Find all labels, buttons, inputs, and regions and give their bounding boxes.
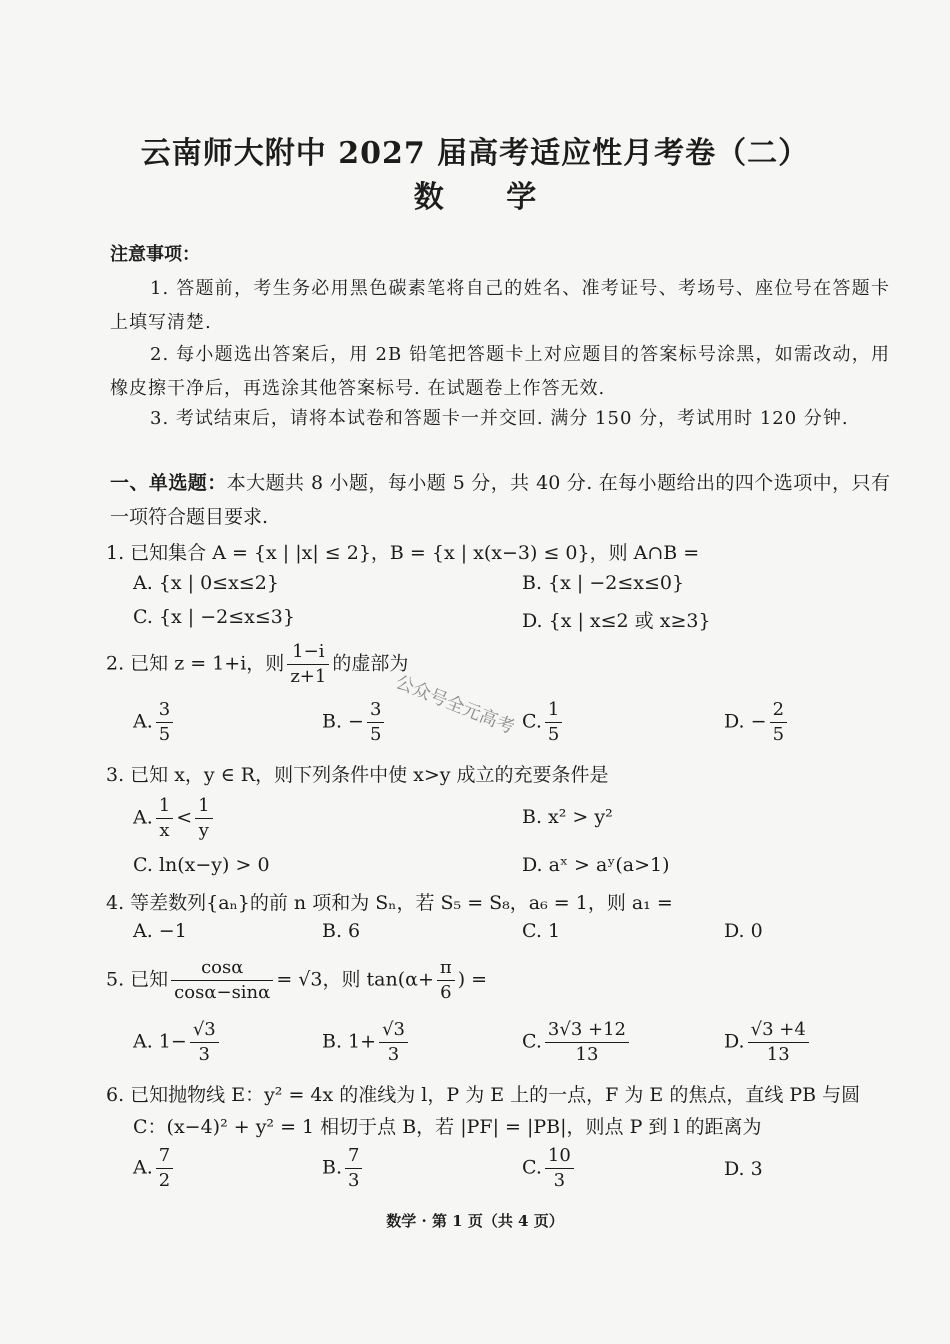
q3-a-lt: < xyxy=(176,806,193,829)
q2-a-den: 5 xyxy=(158,724,171,745)
watermark: 公众号全元高考 xyxy=(392,671,518,739)
q2-a-frac xyxy=(156,698,173,747)
q3-option-d: D. aˣ > aʸ(a>1) xyxy=(522,854,670,876)
q6-b-den: 3 xyxy=(348,1170,360,1191)
q2-option-d xyxy=(724,698,790,747)
q2-c-num: 1 xyxy=(545,698,562,723)
q5-pi-frac xyxy=(437,956,455,1005)
q6-c-num: 10 xyxy=(545,1144,574,1169)
subject-title: 数 学 xyxy=(413,180,563,215)
question-4-stem: 4. 等差数列{aₙ}的前 n 项和为 Sₙ，若 S₅ = S₈，a₆ = 1，则 a₁ = xyxy=(106,892,673,914)
q2-option-a xyxy=(133,698,176,747)
section-label: 一、单选题： xyxy=(110,472,227,494)
q3-a-num-1: 1 xyxy=(156,794,173,819)
q2-d-label: D. − xyxy=(724,710,767,733)
question-6-line-1: 6. 已知抛物线 E：y² = 4x 的准线为 l，P 为 E 上的一点，F 为 E 的焦点，直线 PB 与圆 xyxy=(106,1084,861,1106)
q5-d-label: D. xyxy=(724,1030,745,1053)
q6-option-c xyxy=(522,1144,577,1193)
q2-stem-post: 的虚部为 xyxy=(332,652,409,675)
q5-option-b xyxy=(322,1018,411,1067)
q1-option-d: D. {x | x≤2 或 x≥3} xyxy=(522,610,711,632)
notice-heading: 注意事项： xyxy=(110,244,200,265)
q1-option-b: B. {x | −2≤x≤0} xyxy=(522,572,685,594)
q2-fraction xyxy=(287,640,329,689)
q5-frac-den: cosα−sinα xyxy=(174,982,271,1003)
q4-option-a: A. −1 xyxy=(133,920,187,942)
q1-option-a: A. {x | 0≤x≤2} xyxy=(133,572,279,594)
q6-b-num: 7 xyxy=(345,1144,362,1169)
section-text: 本大题共 8 小题，每小题 5 分，共 40 分. 在每小题给出的四个选项中，只有一项符合题目要求. xyxy=(110,472,890,528)
q3-a-den-2: y xyxy=(198,820,209,841)
section-heading xyxy=(110,466,890,534)
q5-b-label: B. 1+ xyxy=(322,1030,377,1053)
q6-option-d: D. 3 xyxy=(724,1158,763,1180)
q2-b-den: 5 xyxy=(369,724,382,745)
q5-option-c xyxy=(522,1018,632,1067)
q4-option-b: B. 6 xyxy=(322,920,361,942)
q5-stem-pre: 5. 已知 xyxy=(106,968,169,991)
q5-paren-pre: (α+ xyxy=(397,968,434,991)
q6-b-label: B. xyxy=(322,1156,343,1179)
q3-option-a xyxy=(133,794,216,843)
q2-option-c xyxy=(522,698,565,747)
q2-c-label: C. xyxy=(522,710,542,733)
q5-fraction xyxy=(171,956,273,1005)
notice-item-3: 3. 考试结束后，请将本试卷和答题卡一并交回. 满分 150 分，考试用时 120 分钟. xyxy=(150,408,849,429)
q6-c-label: C. xyxy=(522,1156,542,1179)
q3-a-label: A. xyxy=(133,806,153,829)
q3-a-num-2: 1 xyxy=(195,794,212,819)
q5-stem-mid: = √3，则 tan xyxy=(276,968,398,991)
q3-a-frac-1 xyxy=(156,794,173,843)
q5-b-frac xyxy=(379,1018,408,1067)
q6-b-frac xyxy=(345,1144,362,1193)
q5-d-den: 13 xyxy=(766,1044,790,1065)
q5-b-num: √3 xyxy=(379,1018,408,1043)
q2-d-frac xyxy=(770,698,787,747)
q5-a-label: A. 1− xyxy=(133,1030,187,1053)
question-6-line-2: C：(x−4)² + y² = 1 相切于点 B，若 |PF| = |PB|，则点 P 到 l 的距离为 xyxy=(133,1116,762,1138)
q5-b-den: 3 xyxy=(387,1044,400,1065)
q2-a-num: 3 xyxy=(156,698,173,723)
q2-d-den: 5 xyxy=(772,724,785,745)
q5-c-frac xyxy=(545,1018,629,1067)
q2-c-den: 5 xyxy=(547,724,560,745)
q5-d-num: √3 +4 xyxy=(748,1018,809,1043)
q2-a-label: A. xyxy=(133,710,153,733)
question-1-stem: 1. 已知集合 A = {x | |x| ≤ 2}，B = {x | x(x−3) ≤ 0}，则 A∩B = xyxy=(106,542,700,564)
q6-a-den: 2 xyxy=(158,1170,171,1191)
q5-c-label: C. xyxy=(522,1030,542,1053)
q2-stem-pre: 2. 已知 z = 1+i，则 xyxy=(106,652,285,675)
q5-a-num: √3 xyxy=(190,1018,219,1043)
q5-c-num: 3√3 +12 xyxy=(545,1018,629,1043)
q1-option-c: C. {x | −2≤x≤3} xyxy=(133,606,295,628)
q3-a-den-1: x xyxy=(159,820,170,841)
q4-option-c: C. 1 xyxy=(522,920,561,942)
q6-option-b xyxy=(322,1144,365,1193)
question-2-stem xyxy=(106,640,408,689)
q2-frac-num: 1−i xyxy=(287,640,329,665)
q6-a-label: A. xyxy=(133,1156,153,1179)
q5-option-d xyxy=(724,1018,812,1067)
q2-b-label: B. − xyxy=(322,710,364,733)
q6-a-num: 7 xyxy=(156,1144,173,1169)
q2-frac-den: z+1 xyxy=(290,666,327,687)
q4-option-d: D. 0 xyxy=(724,920,763,942)
question-3-stem: 3. 已知 x，y ∈ R，则下列条件中使 x>y 成立的充要条件是 xyxy=(106,764,609,786)
q3-a-frac-2 xyxy=(195,794,212,843)
question-5-stem xyxy=(106,956,487,1005)
q6-option-a xyxy=(133,1144,176,1193)
q5-frac-num: cosα xyxy=(171,956,273,981)
q6-c-den: 3 xyxy=(553,1170,566,1191)
q5-option-a xyxy=(133,1018,222,1067)
q3-option-b: B. x² > y² xyxy=(522,806,613,828)
q6-a-frac xyxy=(156,1144,173,1193)
q2-option-b xyxy=(322,698,387,747)
q5-a-den: 3 xyxy=(198,1044,210,1065)
q5-a-frac xyxy=(190,1018,219,1067)
q5-paren-post: ) = xyxy=(457,968,488,991)
q2-b-num: 3 xyxy=(367,698,384,723)
q5-d-frac xyxy=(748,1018,809,1067)
page-footer: 数学 · 第 1 页（共 4 页） xyxy=(386,1212,564,1230)
q3-option-c: C. ln(x−y) > 0 xyxy=(133,854,270,876)
q2-b-frac xyxy=(367,698,384,747)
notice-item-2: 2. 每小题选出答案后，用 2B 铅笔把答题卡上对应题目的答案标号涂黑，如需改动，用橡皮擦干净后，再选涂其他答案标号. 在试题卷上作答无效. xyxy=(110,344,890,399)
q5-pi-den: 6 xyxy=(440,982,452,1003)
q5-pi-num: π xyxy=(437,956,455,981)
exam-title: 云南师大附中 2027 届高考适应性月考卷（二） xyxy=(140,136,810,171)
q2-c-frac xyxy=(545,698,562,747)
q5-c-den: 13 xyxy=(575,1044,599,1065)
q6-c-frac xyxy=(545,1144,574,1193)
q2-d-num: 2 xyxy=(770,698,787,723)
notice-item-1: 1. 答题前，考生务必用黑色碳素笔将自己的姓名、准考证号、考场号、座位号在答题卡上填写清楚. xyxy=(110,278,890,333)
